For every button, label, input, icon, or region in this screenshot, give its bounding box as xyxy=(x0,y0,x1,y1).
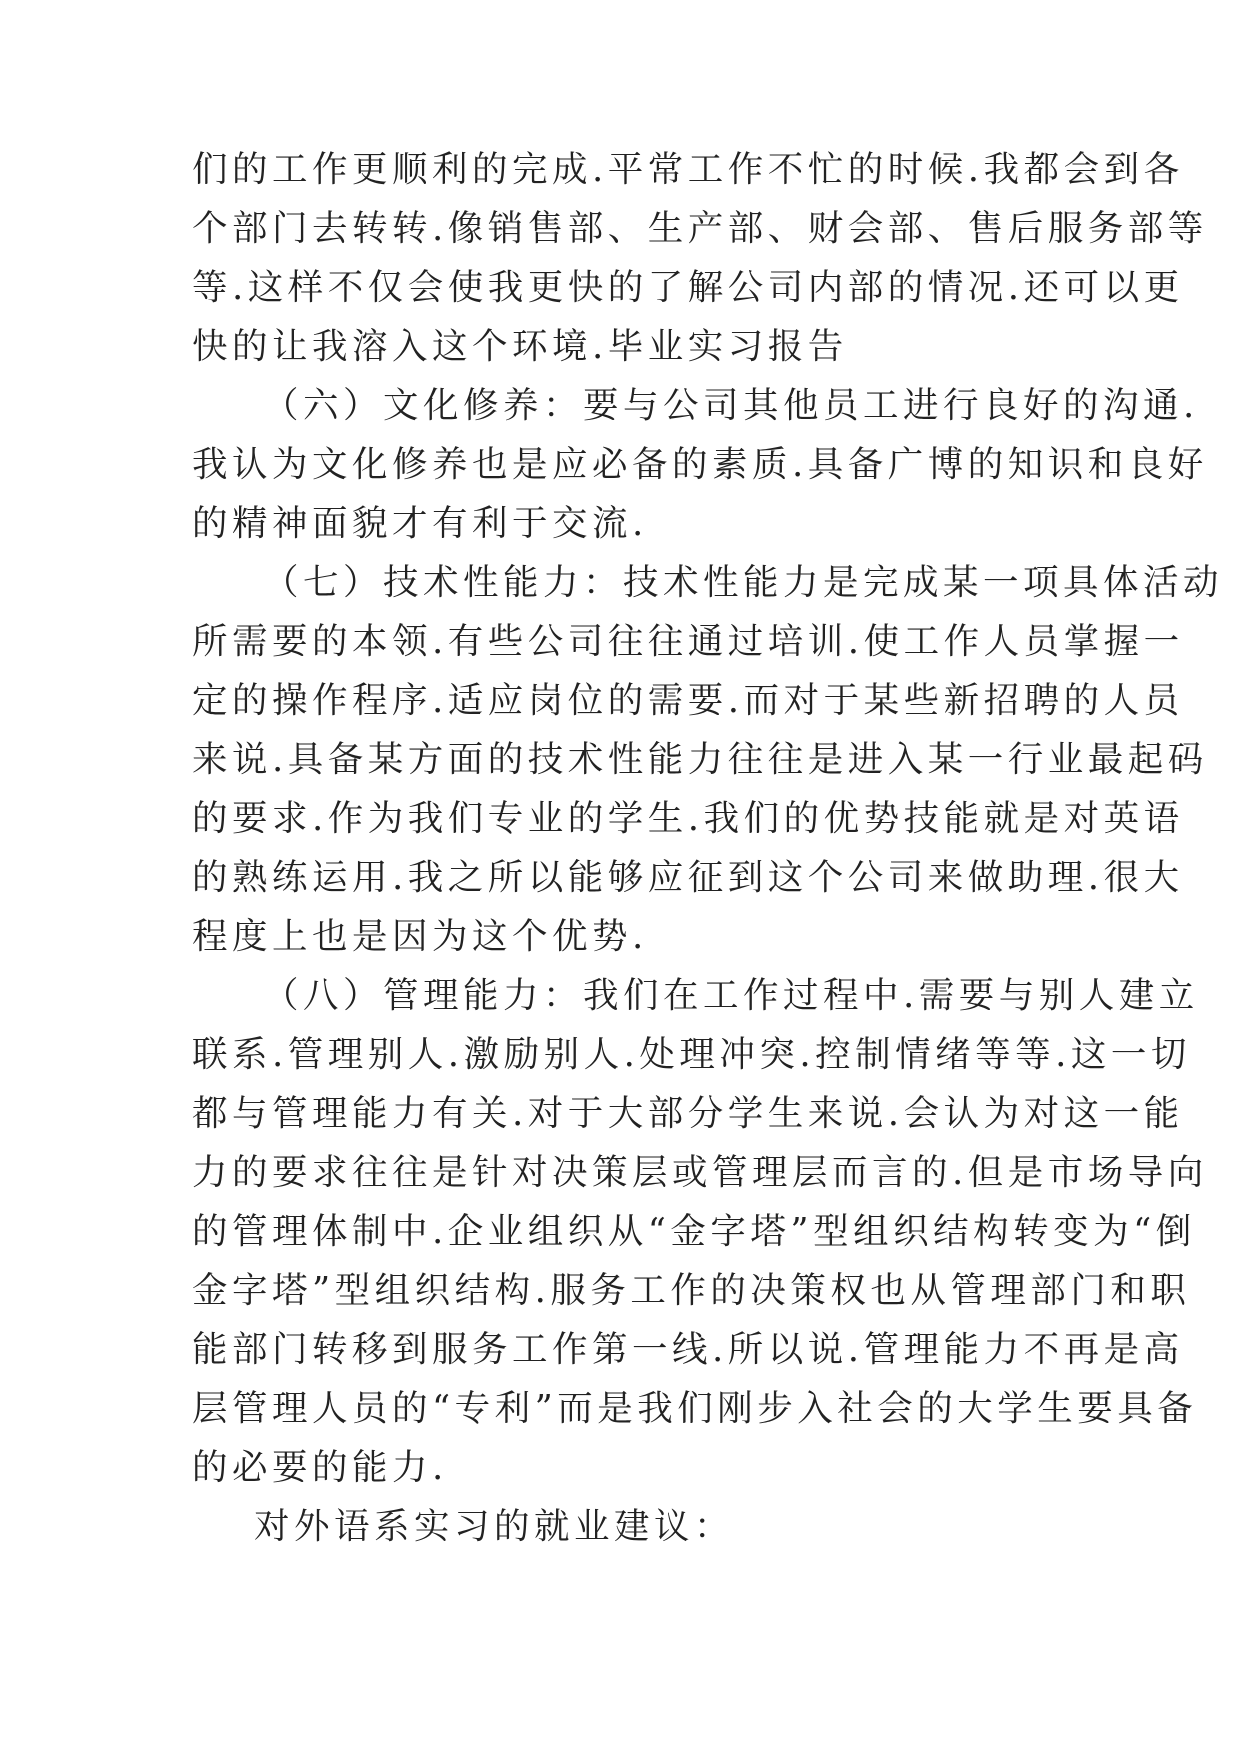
text-line: 程度上也是因为这个优势. xyxy=(192,916,648,957)
text-line: 们的工作更顺利的完成.平常工作不忙的时候.我都会到各 xyxy=(192,149,1184,190)
text-line: 能部门转移到服务工作第一线.所以说.管理能力不再是高 xyxy=(192,1329,1184,1370)
text-line: 所需要的本领.有些公司往往通过培训.使工作人员掌握一 xyxy=(192,621,1184,662)
text-line: 定的操作程序.适应岗位的需要.而对于某些新招聘的人员 xyxy=(192,680,1184,721)
text-line: 的精神面貌才有利于交流. xyxy=(192,503,648,544)
text-line: 个部门去转转.像销售部、生产部、财会部、售后服务部等 xyxy=(192,208,1208,249)
text-line: 联系.管理别人.激励别人.处理冲突.控制情绪等等.这一切 xyxy=(192,1034,1191,1075)
text-line: 的必要的能力. xyxy=(192,1447,448,1488)
text-line: 层管理人员的“专利”而是我们刚步入社会的大学生要具备 xyxy=(192,1388,1198,1429)
text-line: 来说.具备某方面的技术性能力往往是进入某一行业最起码 xyxy=(192,739,1208,780)
text-line: 的管理体制中.企业组织从“金字塔”型组织结构转变为“倒 xyxy=(192,1211,1196,1252)
text-line: 等.这样不仅会使我更快的了解公司内部的情况.还可以更 xyxy=(192,267,1184,308)
document-body xyxy=(192,140,1224,1556)
text-line: 力的要求往往是针对决策层或管理层而言的.但是市场导向 xyxy=(192,1152,1208,1193)
employment-advice-heading: 对外语系实习的就业建议： xyxy=(254,1506,735,1547)
text-line: 快的让我溶入这个环境.毕业实习报告 xyxy=(192,326,848,367)
section-heading-management: （八）管理能力：我们在工作过程中.需要与别人建立 xyxy=(263,975,1199,1016)
section-heading-technical: （七）技术性能力：技术性能力是完成某一项具体活动 xyxy=(263,562,1224,603)
text-line: 我认为文化修养也是应必备的素质.具备广博的知识和良好 xyxy=(192,444,1208,485)
text-line: 都与管理能力有关.对于大部分学生来说.会认为对这一能 xyxy=(192,1093,1184,1134)
text-line: 的要求.作为我们专业的学生.我们的优势技能就是对英语 xyxy=(192,798,1184,839)
text-line: 金字塔”型组织结构.服务工作的决策权也从管理部门和职 xyxy=(192,1270,1191,1311)
section-heading-culture: （六）文化修养：要与公司其他员工进行良好的沟通. xyxy=(263,385,1199,426)
text-line: 的熟练运用.我之所以能够应征到这个公司来做助理.很大 xyxy=(192,857,1184,898)
